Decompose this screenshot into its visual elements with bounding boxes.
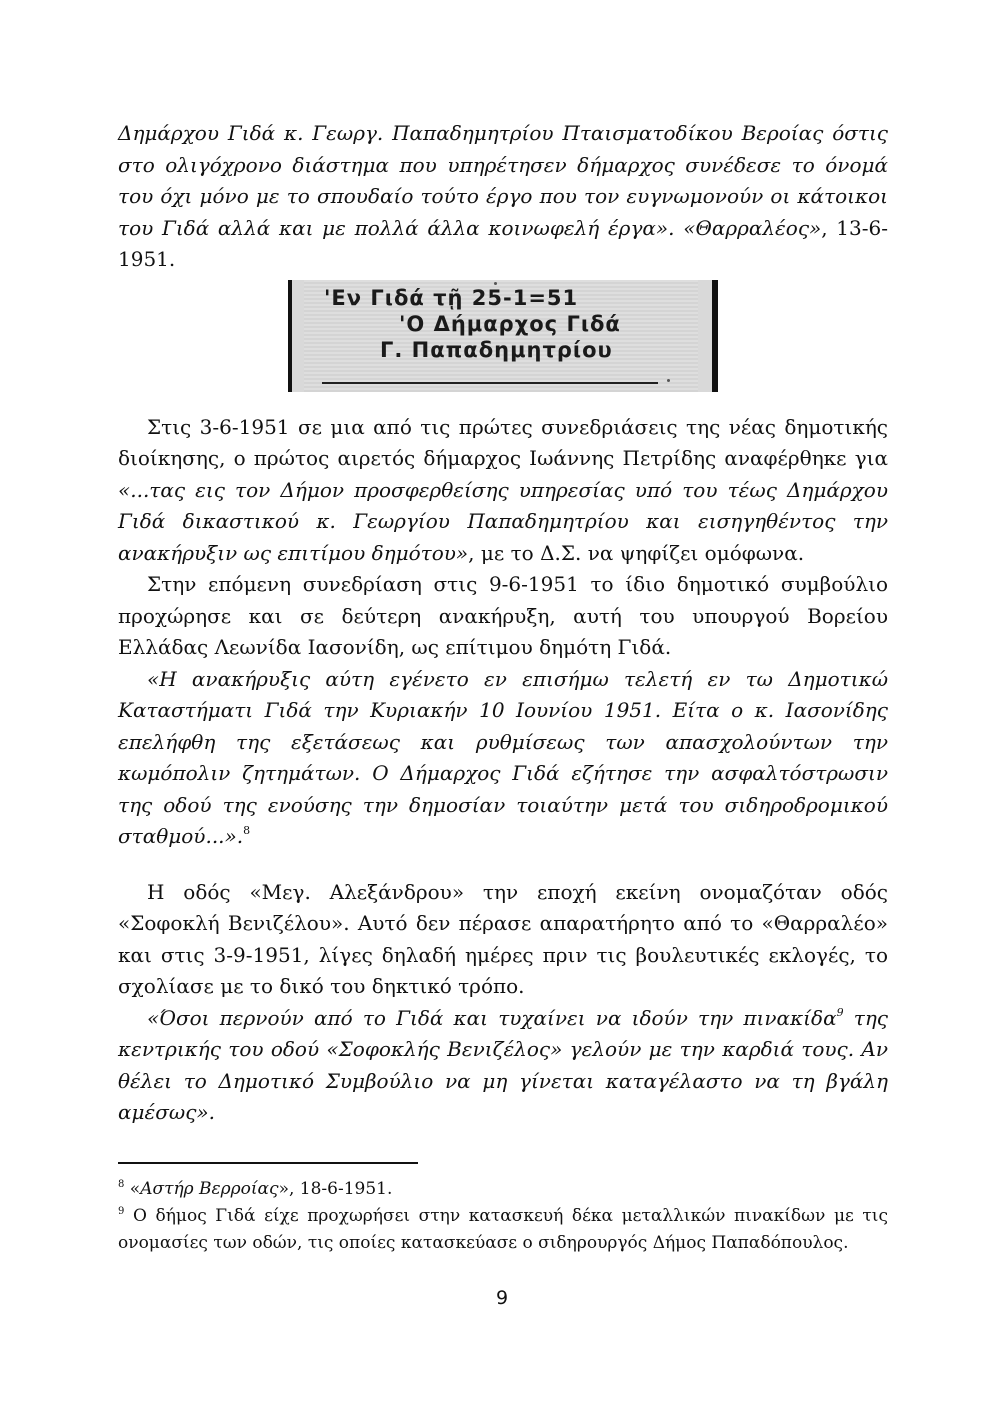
source-date: , 13-6-1951.: [118, 215, 888, 271]
paragraph-council-meeting: [118, 412, 888, 570]
clipping-line-2: 'Ο Δήμαρχος Γιδά: [399, 311, 621, 336]
page-body: [118, 118, 888, 1129]
clipping-line-3: Γ. Παπαδημητρίου: [380, 337, 613, 362]
clipping-rule: [322, 382, 658, 384]
source-name: «Θαρραλέος»: [683, 215, 822, 240]
quote-text: «Η ανακήρυξις αύτη εγένετο εν επισήμω τελετή εν τω Δημοτικώ Καταστήματι Γιδά την Κυριακήν 10 Ιουνίου 1951. Είτα ο κ. Ιασονίδης επελήφθη της εξετάσεως και ρυθμίσεως των απασχολούντων την κωμόπολιν ζητημάτων. Ο Δήμαρχος Γιδά εζήτησε την ασφαλτόστρωσιν της οδού της ενούσης την δημοσίαν τοιαύτην μετά του σιδηροδρομικού σταθμού...».: [118, 666, 888, 848]
footnote-text: Ο δήμος Γιδά είχε προχωρήσει στην κατασκευή δέκα μεταλλικών πινακίδων με τις ονομασίες των οδών, τις οποίες κατασκεύασε ο σιδηρουργός Δήμος Παπαδόπουλος.: [118, 1206, 888, 1253]
quote-text: της κεντρικής του οδού «Σοφοκλής Βενιζέλος» γελούν με την καρδιά τους. Αν θέλει το Δημοτικό Συμβούλιο να μη γίνεται καταγέλαστο να τη βγάλη αμέσως».: [118, 1005, 888, 1124]
clipping-line-1: 'Εν Γιδά τῇ 25-1=51: [324, 285, 579, 310]
clipping-speck: [667, 379, 670, 382]
page-number: 9: [495, 1287, 509, 1309]
footnote-number: 8: [118, 1179, 125, 1190]
paragraph-text: Στις 3-6-1951 σε μια από τις πρώτες συνεδριάσεις της νέας δημοτικής διοίκησης, ο πρώτος αιρετός δήμαρχος Ιωάννης Πετρίδης αναφέρθηκε για: [118, 414, 888, 470]
footnote-ref-9: 9: [836, 1005, 844, 1019]
quote-text: «Όσοι περνούν από το Γιδά και τυχαίνει να ιδούν την πινακίδα: [147, 1005, 837, 1030]
paragraph-text: , με το Δ.Σ. να ψηφίζει ομόφωνα.: [468, 540, 805, 565]
quote-text: «...τας εις τον Δήμον προσφερθείσης υπηρεσίας υπό του τέως Δημάρχου Γιδά δικαστικού κ. Γεωργίου Παπαδημητρίου και εισηγηθέντος την ανακήρυξιν ως επιτίμου δημότου»: [118, 477, 888, 565]
paragraph-street-name: Η οδός «Μεγ. Αλεξάνδρου» την εποχή εκείνη ονομαζόταν οδός «Σοφοκλή Βενιζέλου». Αυτό δεν πέρασε απαρατήρητο από το «Θαρραλέο» και στις 3-9-1951, λίγες δηλαδή ημέρες πριν τις βουλευτικές εκλογές, το σχολίασε με το δικό του δηκτικό τρόπο.: [118, 879, 888, 998]
footnote-date: », 18-6-1951.: [278, 1179, 393, 1199]
quote-text: Δημάρχου Γιδά κ. Γεωργ. Παπαδημητρίου Πταισματοδίκου Βεροίας όστις στο ολιγόχρονο διάστημα που υπηρέτησεν δήμαρχος συνέδεσε το όνομά του όχι μόνο με το σπουδαίο τούτο έργο που τον ευγνωμονούν οι κάτοικοι του Γιδά αλλά και με πολλά άλλα κοινωφελή έργα».: [118, 121, 888, 240]
paragraph-ceremony-quote: [118, 664, 888, 853]
footnote-source: Αστήρ Βερροίας: [140, 1179, 279, 1199]
footnote-open-quote: «: [129, 1179, 141, 1199]
newspaper-clipping-image: [288, 280, 718, 392]
footnote-ref-8: 8: [243, 824, 251, 837]
footnote-8: [118, 1176, 888, 1203]
paragraph-sign-quote: [118, 1003, 888, 1129]
footnote-separator: [118, 1162, 418, 1164]
footnote-9: [118, 1203, 888, 1257]
footnote-number: 9: [118, 1206, 125, 1217]
clipping-speck: [494, 282, 497, 285]
paragraph-quote-tharraleos: [118, 118, 888, 276]
footnotes: [118, 1176, 888, 1257]
paragraph-second-proclamation: Στην επόμενη συνεδρίαση στις 9-6-1951 το ίδιο δημοτικό συμβούλιο προχώρησε και σε δεύτερη ανακήρυξη, αυτή του υπουργού Βορείου Ελλάδας Λεωνίδα Ιασονίδη, ως επίτιμου δημότη Γιδά.: [118, 572, 888, 659]
